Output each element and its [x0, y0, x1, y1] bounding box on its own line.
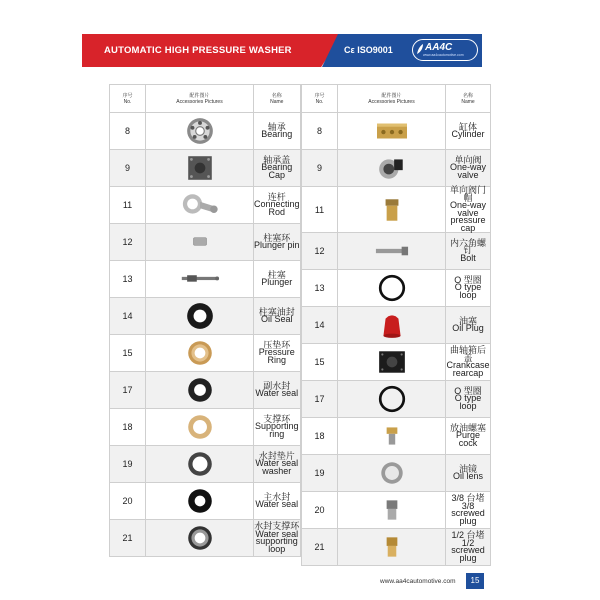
part-name-cn: 柱塞油封: [258, 306, 295, 317]
page-header: [82, 34, 482, 67]
part-number: 14: [302, 307, 338, 344]
bolt-icon: [369, 236, 415, 266]
plunger-icon: [177, 264, 223, 294]
col-header-name: 名称 Name: [446, 85, 491, 113]
part-picture: [338, 418, 446, 455]
one-way-valve-icon: [369, 153, 415, 183]
part-picture: [338, 187, 446, 233]
table-row: [302, 492, 491, 529]
part-name: [446, 455, 491, 492]
part-name-cn: 缸体: [458, 121, 477, 132]
crankcase-cap-icon: [369, 347, 415, 377]
part-number: 12: [302, 233, 338, 270]
table-row: [302, 150, 491, 187]
table-row: [110, 298, 301, 335]
part-number: 21: [110, 520, 146, 557]
part-name-en: 1/2 screwed plug: [451, 537, 485, 563]
part-name: [446, 150, 491, 187]
part-name-en: Pressure Ring: [258, 347, 295, 365]
table-row: [302, 455, 491, 492]
part-name: [254, 298, 301, 335]
part-name-en: Oil Plug: [452, 323, 484, 333]
part-name: [446, 233, 491, 270]
part-name-cn: 连杆: [267, 191, 286, 202]
oil-seal-icon: [177, 301, 223, 331]
part-name-cn: 水封支撑环: [254, 521, 300, 531]
col-header-picture: 配件图片 Accessories Pictures: [338, 85, 446, 113]
col-header-picture: 配件图片 Accessories Pictures: [146, 85, 254, 113]
part-name-cn: 柱塞: [267, 269, 286, 280]
part-name: [446, 492, 491, 529]
part-name-cn: 副水封: [263, 380, 291, 391]
part-name-cn: 油镜: [458, 463, 477, 474]
part-picture: [146, 113, 254, 150]
part-name-en: Oil Seal: [261, 314, 293, 324]
part-name-en: Plunger: [261, 277, 293, 287]
part-name-cn: 曲轴箱后盖: [449, 345, 486, 363]
part-name: [254, 409, 301, 446]
part-name-cn: 单向阀门帽: [449, 185, 486, 203]
part-name-en: Bolt: [460, 252, 476, 263]
part-name-cn: O 型圈: [454, 385, 482, 396]
part-name-cn: 内六角螺钉: [449, 237, 486, 256]
table-row: [110, 187, 301, 224]
part-number: 9: [110, 150, 146, 187]
cylinder-icon: [369, 116, 415, 146]
table-row: [110, 372, 301, 409]
footer-url: www.aa4cautomotive.com: [380, 578, 456, 585]
plunger-pin-icon: [177, 227, 223, 257]
part-number: 11: [302, 187, 338, 233]
part-name-en: Crankcase rearcap: [446, 360, 490, 378]
table-row: [110, 113, 301, 150]
part-number: 12: [110, 224, 146, 261]
part-name-cn: 放油螺塞: [449, 422, 486, 433]
part-picture: [338, 270, 446, 307]
table-row: [302, 381, 491, 418]
part-number: 8: [302, 113, 338, 150]
part-number: 15: [302, 344, 338, 381]
oil-lens-icon: [369, 458, 415, 488]
part-number: 14: [110, 298, 146, 335]
table-row: [302, 344, 491, 381]
part-name-en: Bearing: [261, 129, 293, 139]
part-name-cn: 轴承: [267, 121, 286, 132]
part-number: 18: [302, 418, 338, 455]
part-name-en: O type loop: [454, 393, 482, 411]
table-row: [302, 307, 491, 344]
part-name-en: Supporting ring: [255, 421, 299, 439]
screwed-plug-icon: [369, 495, 415, 525]
part-name: [446, 529, 491, 566]
logo-text: AA4C: [425, 42, 453, 53]
oil-plug-icon: [369, 310, 415, 340]
part-name-en: Water seal supporting loop: [255, 528, 299, 554]
table-row: [302, 529, 491, 566]
pressure-ring-icon: [177, 338, 223, 368]
brand-logo: [412, 39, 478, 61]
part-name: [254, 187, 301, 224]
table-row: [302, 270, 491, 307]
connecting-rod-icon: [177, 190, 223, 220]
table-row: [110, 224, 301, 261]
part-name: [254, 483, 301, 520]
part-name-en: Water seal: [255, 388, 299, 398]
part-name-en: Oil lens: [452, 471, 483, 481]
part-picture: [146, 261, 254, 298]
part-name-cn: 压垫环: [263, 339, 291, 350]
screwed-plug-brass-icon: [369, 532, 415, 562]
purge-cock-icon: [369, 421, 415, 451]
part-picture: [146, 224, 254, 261]
table-row: [302, 418, 491, 455]
part-name-en: One-way valve pressure cap: [449, 200, 486, 233]
part-name-cn: 1/2 台堵: [451, 530, 485, 540]
part-number: 9: [302, 150, 338, 187]
part-picture: [338, 233, 446, 270]
table-row: [302, 187, 491, 233]
part-picture: [146, 409, 254, 446]
table-row: [110, 446, 301, 483]
part-name: [254, 335, 301, 372]
part-number: 18: [110, 409, 146, 446]
part-name-cn: 支撑环: [263, 413, 291, 424]
part-name-en: Water seal washer: [255, 458, 299, 476]
page-footer: [0, 573, 600, 593]
part-picture: [338, 344, 446, 381]
part-name: [446, 187, 491, 233]
part-name: [254, 520, 301, 557]
bearing-icon: [177, 116, 223, 146]
part-name-cn: 轴承盖: [263, 154, 291, 165]
part-name: [254, 224, 301, 261]
water-seal-icon: [177, 375, 223, 405]
part-name-en: Water seal: [255, 499, 299, 509]
certification-mark: Cε ISO9001: [344, 45, 393, 55]
part-picture: [146, 483, 254, 520]
part-number: 11: [110, 187, 146, 224]
main-water-seal-icon: [177, 486, 223, 516]
part-name: [446, 113, 491, 150]
part-picture: [338, 381, 446, 418]
part-name-en: Purge cock: [455, 430, 481, 448]
water-seal-washer-icon: [177, 449, 223, 479]
part-name-cn: 柱塞环: [263, 232, 291, 243]
part-number: 20: [302, 492, 338, 529]
part-picture: [338, 455, 446, 492]
o-ring-icon: [369, 273, 415, 303]
part-name: [254, 372, 301, 409]
part-name: [254, 261, 301, 298]
parts-table-left: [109, 84, 301, 557]
o-ring-icon: [369, 384, 415, 414]
part-name-en: One-way valve: [449, 162, 486, 180]
part-name-en: 3/8 screwed plug: [451, 500, 485, 526]
part-name-en: Cylinder: [451, 129, 485, 139]
part-number: 21: [302, 529, 338, 566]
table-row: [110, 483, 301, 520]
page-number: 15: [466, 573, 484, 589]
table-row: [110, 261, 301, 298]
part-name: [254, 446, 301, 483]
parts-table-right: [301, 84, 491, 566]
part-picture: [146, 372, 254, 409]
part-picture: [146, 446, 254, 483]
col-header-no: 序号 No.: [110, 85, 146, 113]
part-picture: [146, 150, 254, 187]
header-title: AUTOMATIC HIGH PRESSURE WASHER: [104, 45, 292, 56]
part-number: 13: [302, 270, 338, 307]
part-name-en: O type loop: [454, 282, 482, 300]
part-number: 19: [110, 446, 146, 483]
col-header-name: 名称 Name: [254, 85, 301, 113]
table-row: [302, 113, 491, 150]
part-picture: [338, 307, 446, 344]
part-name-en: Plunger pin: [254, 240, 300, 250]
part-name: [446, 344, 491, 381]
part-name: [446, 307, 491, 344]
part-number: 19: [302, 455, 338, 492]
part-picture: [146, 520, 254, 557]
part-name: [254, 150, 301, 187]
part-picture: [146, 335, 254, 372]
part-number: 17: [302, 381, 338, 418]
part-picture: [338, 492, 446, 529]
part-picture: [338, 150, 446, 187]
part-name-cn: O 型圈: [454, 274, 482, 285]
part-name: [254, 113, 301, 150]
col-header-no: 序号 No.: [302, 85, 338, 113]
table-row: [110, 520, 301, 557]
part-name-cn: 单向阀: [454, 154, 482, 165]
part-picture: [338, 113, 446, 150]
part-name-en: Connecting Rod: [254, 199, 300, 217]
part-number: 15: [110, 335, 146, 372]
part-name-cn: 3/8 台堵: [451, 493, 485, 503]
part-number: 8: [110, 113, 146, 150]
part-name-cn: 油塞: [458, 315, 477, 326]
part-picture: [146, 187, 254, 224]
table-row: [110, 150, 301, 187]
part-number: 20: [110, 483, 146, 520]
part-name: [446, 270, 491, 307]
part-number: 17: [110, 372, 146, 409]
table-row: [110, 409, 301, 446]
logo-subtext: www.aa4cautomotive.com: [423, 53, 464, 57]
part-name: [446, 381, 491, 418]
valve-cap-icon: [369, 195, 415, 225]
table-row: [110, 335, 301, 372]
part-picture: [338, 529, 446, 566]
bearing-cap-icon: [177, 153, 223, 183]
part-name-en: Bearing Cap: [261, 162, 293, 180]
part-name-cn: 水封垫片: [258, 450, 295, 461]
water-seal-loop-icon: [177, 523, 223, 553]
table-row: [302, 233, 491, 270]
part-name: [446, 418, 491, 455]
part-name-cn: 主水封: [263, 491, 291, 502]
supporting-ring-icon: [177, 412, 223, 442]
part-number: 13: [110, 261, 146, 298]
part-picture: [146, 298, 254, 335]
